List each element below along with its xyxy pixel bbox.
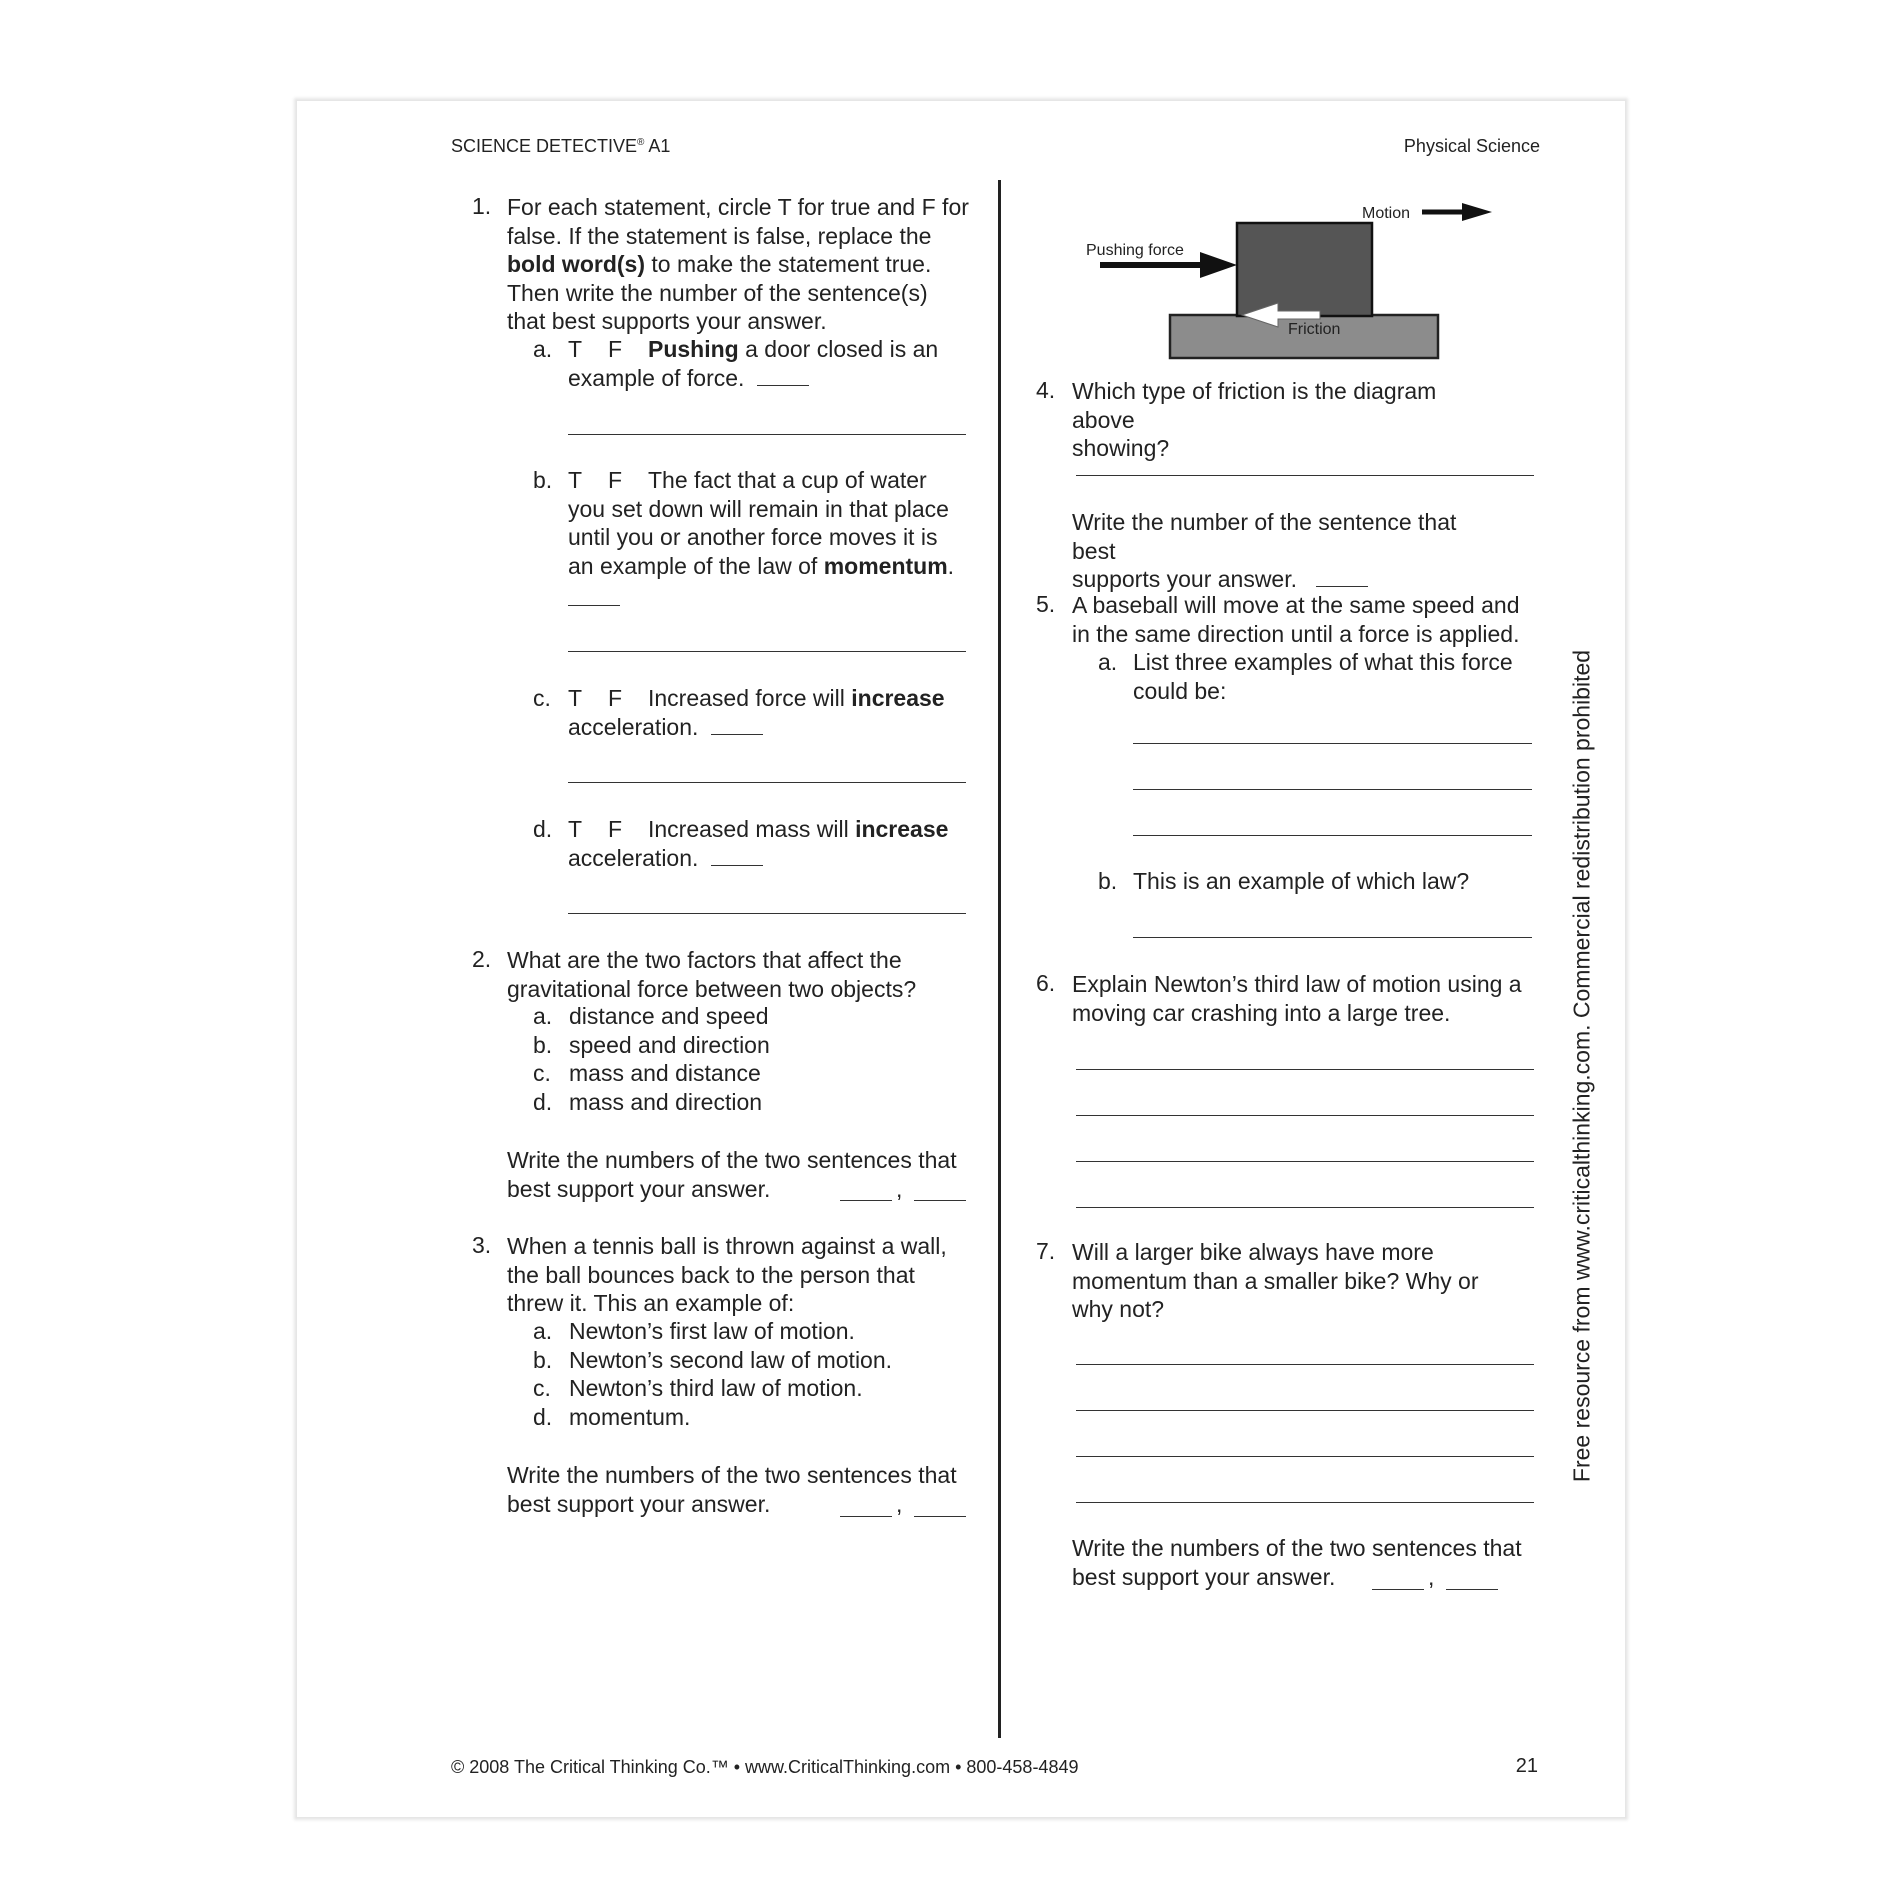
q7-blank-2[interactable] [1446,1589,1498,1590]
q6-question: Explain Newton’s third law of motion using a moving car crashing into a large tree. [1072,971,1522,1026]
q5b-letter: b. [1098,868,1118,894]
q1d-answer-line[interactable] [568,913,966,914]
redistribution-notice: Free resource from www.criticalthinking.com. Commercial redistribution prohibited [1568,649,1595,1483]
q1b-statement[interactable]: T F The fact that a cup of water you set down will remain in that place until you or another force moves it is an example of the law of momentum. [568,467,955,579]
q7-question: Will a larger bike always have more momentum than a smaller bike? Why or why not? [1072,1239,1479,1322]
q7-support: Write the numbers of the two sentences that best support your answer. [1072,1535,1522,1590]
q7-answer-line-1[interactable] [1076,1364,1534,1365]
q3-comma: , [896,1491,903,1517]
q4-support: Write the number of the sentence that best supports your answer. [1072,509,1457,592]
q3-support: Write the numbers of the two sentences that best support your answer. [507,1462,957,1517]
page-number: 21 [1515,1755,1538,1777]
q6-number: 6. [1036,970,1056,996]
q1d-statement[interactable]: T F Increased mass will increase acceleration. [568,816,949,871]
q1c-statement[interactable]: T F Increased force will increase acceleration. [568,685,945,740]
q2-option-d[interactable]: d. mass and direction [533,1089,763,1115]
q2-number: 2. [472,946,492,972]
q7-number: 7. [1036,1238,1056,1264]
friction-diagram-clean [1080,195,1500,360]
friction-label: Friction [1288,321,1341,338]
q5a-letter: a. [1098,649,1118,675]
footer-copyright: © 2008 The Critical Thinking Co.™ • www.CriticalThinking.com • 800-458-4849 [451,1757,1079,1777]
q3-option-b[interactable]: b. Newton’s second law of motion. [533,1347,893,1373]
q7-answer-line-2[interactable] [1076,1410,1534,1411]
q1c-answer-line[interactable] [568,782,966,783]
q2-blank-1[interactable] [840,1200,892,1201]
q3-option-d[interactable]: d. momentum. [533,1404,691,1430]
q1c-letter: c. [533,685,551,711]
q1b-blank[interactable] [568,605,620,606]
column-divider [998,180,1001,1738]
q5a-answer-line-2[interactable] [1133,789,1532,790]
motion-label: Motion [1362,205,1411,222]
q3-blank-2[interactable] [914,1516,966,1517]
q3-option-c[interactable]: c. Newton’s third law of motion. [533,1375,863,1401]
q1a-answer-line[interactable] [568,434,966,435]
q2-option-a[interactable]: a. distance and speed [533,1003,769,1029]
motion-arrow-head [1462,203,1492,221]
block [1237,223,1372,316]
q5a-prompt: List three examples of what this force could be: [1133,649,1513,704]
q3-question: When a tennis ball is thrown against a wall, the ball bounces back to the person that threw it. This an example of: [507,1233,947,1316]
q4-blank[interactable] [1316,586,1368,587]
q3-blank-1[interactable] [840,1516,892,1517]
q4-question: Which type of friction is the diagram above showing? [1072,378,1437,461]
q2-comma: , [896,1176,903,1202]
q2-support: Write the numbers of the two sentences that best support your answer. [507,1147,957,1202]
q5a-answer-line-3[interactable] [1133,835,1532,836]
q1d-blank[interactable] [711,865,763,866]
q5-number: 5. [1036,591,1056,617]
q1b-answer-line[interactable] [568,651,966,652]
q5b-prompt: This is an example of which law? [1133,868,1470,894]
q2-blank-2[interactable] [914,1200,966,1201]
q5-question: A baseball will move at the same speed and in the same direction until a force is applied. [1072,592,1520,647]
q6-answer-line-1[interactable] [1076,1069,1534,1070]
q1-number: 1. [472,193,492,219]
q7-answer-line-4[interactable] [1076,1502,1534,1503]
q6-answer-line-2[interactable] [1076,1115,1534,1116]
q7-answer-line-3[interactable] [1076,1456,1534,1457]
q1a-blank[interactable] [757,385,809,386]
q1-instructions: For each statement, circle T for true and F for false. If the statement is false, replace the bold word(s) to make the statement true. Then write the number of the sentence(s) that best supports your answer. [507,194,969,334]
q4-answer-line[interactable] [1076,475,1534,476]
q5b-answer-line[interactable] [1133,937,1532,938]
q1a-statement[interactable]: T F Pushing a door closed is an example of force. [568,336,939,391]
q4-number: 4. [1036,377,1056,403]
q1b-letter: b. [533,467,553,493]
header-title: SCIENCE DETECTIVE® A1 [451,136,671,156]
q1a-letter: a. [533,336,553,362]
pushing-force-label: Pushing force [1086,242,1184,259]
q1c-blank[interactable] [711,734,763,735]
q5a-answer-line-1[interactable] [1133,743,1532,744]
q2-option-c[interactable]: c. mass and distance [533,1060,761,1086]
q2-question: What are the two factors that affect the gravitational force between two objects? [507,947,917,1002]
q7-comma: , [1428,1564,1435,1590]
header-subject: Physical Science [1403,136,1540,156]
q7-blank-1[interactable] [1372,1589,1424,1590]
q2-option-b[interactable]: b. speed and direction [533,1032,770,1058]
pushing-arrow-head [1200,252,1237,278]
q3-number: 3. [472,1232,492,1258]
q3-option-a[interactable]: a. Newton’s first law of motion. [533,1318,855,1344]
q6-answer-line-4[interactable] [1076,1207,1534,1208]
q6-answer-line-3[interactable] [1076,1161,1534,1162]
q1d-letter: d. [533,816,553,842]
